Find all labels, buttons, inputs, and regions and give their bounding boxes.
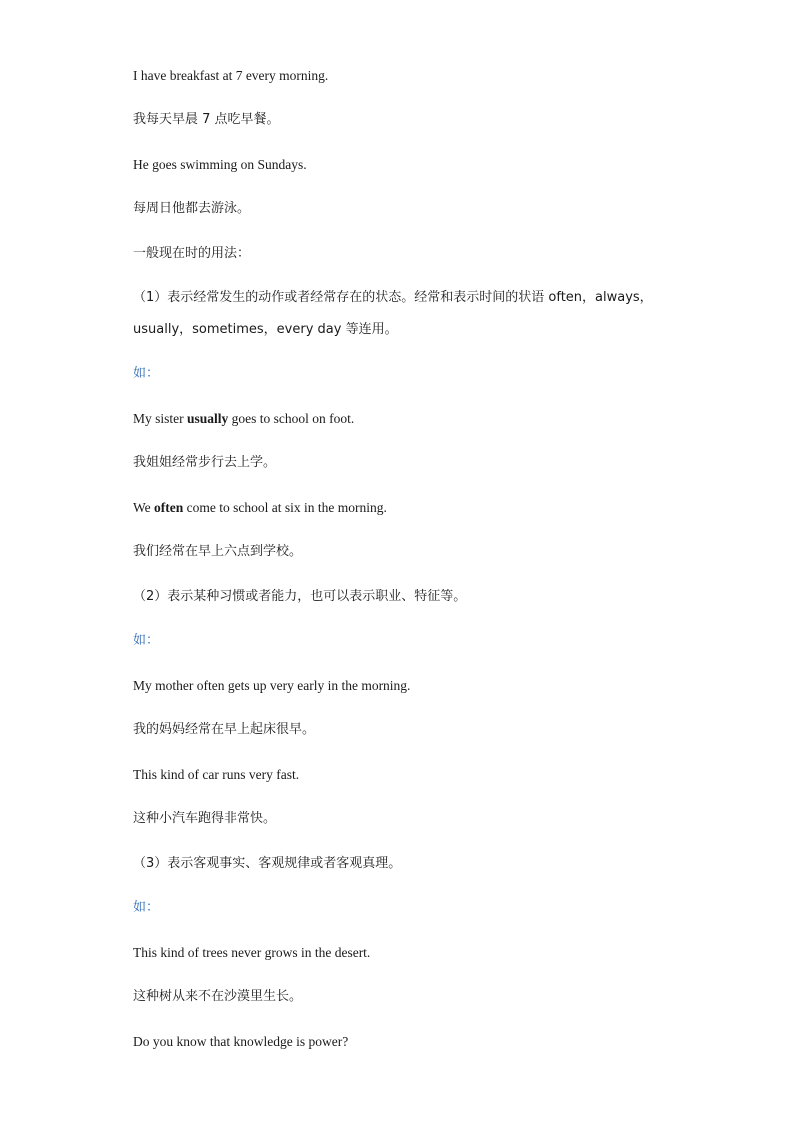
example-sentence-cn: 我们经常在早上六点到学校。	[133, 544, 303, 559]
example-sentence-cn: 这种小汽车跑得非常快。	[133, 811, 277, 826]
example-sentence-cn: 我每天早晨 7 点吃早餐。	[133, 112, 280, 127]
emphasis-word: usually	[187, 411, 229, 426]
section-heading: 一般现在时的用法：	[133, 246, 251, 261]
usage-rule-1-cont: usually，sometimes，every day 等连用。	[133, 322, 398, 337]
example-sentence-en: This kind of car runs very fast.	[133, 767, 300, 782]
example-sentence-en: We often come to school at six in the morning.	[133, 500, 387, 515]
example-sentence-cn: 我姐姐经常步行去上学。	[133, 455, 277, 470]
example-sentence-en: My sister usually goes to school on foot.	[133, 411, 355, 426]
usage-rule-3: （3）表示客观事实、客观规律或者客观真理。	[133, 856, 402, 871]
example-sentence-cn: 我的妈妈经常在早上起床很早。	[133, 722, 316, 737]
example-sentence-en: This kind of trees never grows in the desert.	[133, 945, 371, 960]
example-sentence-en: He goes swimming on Sundays.	[133, 157, 307, 172]
example-sentence-en: I have breakfast at 7 every morning.	[133, 68, 329, 83]
example-sentence-cn: 这种树从来不在沙漠里生长。	[133, 989, 303, 1004]
example-marker: 如：	[133, 366, 160, 381]
example-sentence-en: My mother often gets up very early in the morning.	[133, 678, 411, 693]
example-marker: 如：	[133, 633, 160, 648]
example-sentence-cn: 每周日他都去游泳。	[133, 201, 251, 216]
usage-rule-2: （2）表示某种习惯或者能力，也可以表示职业、特征等。	[133, 589, 467, 604]
emphasis-word: often	[154, 500, 184, 515]
example-marker: 如：	[133, 900, 160, 915]
usage-rule-1: （1）表示经常发生的动作或者经常存在的状态。经常和表示时间的状语 often，always，	[133, 290, 653, 305]
example-sentence-en: Do you know that knowledge is power?	[133, 1034, 349, 1049]
